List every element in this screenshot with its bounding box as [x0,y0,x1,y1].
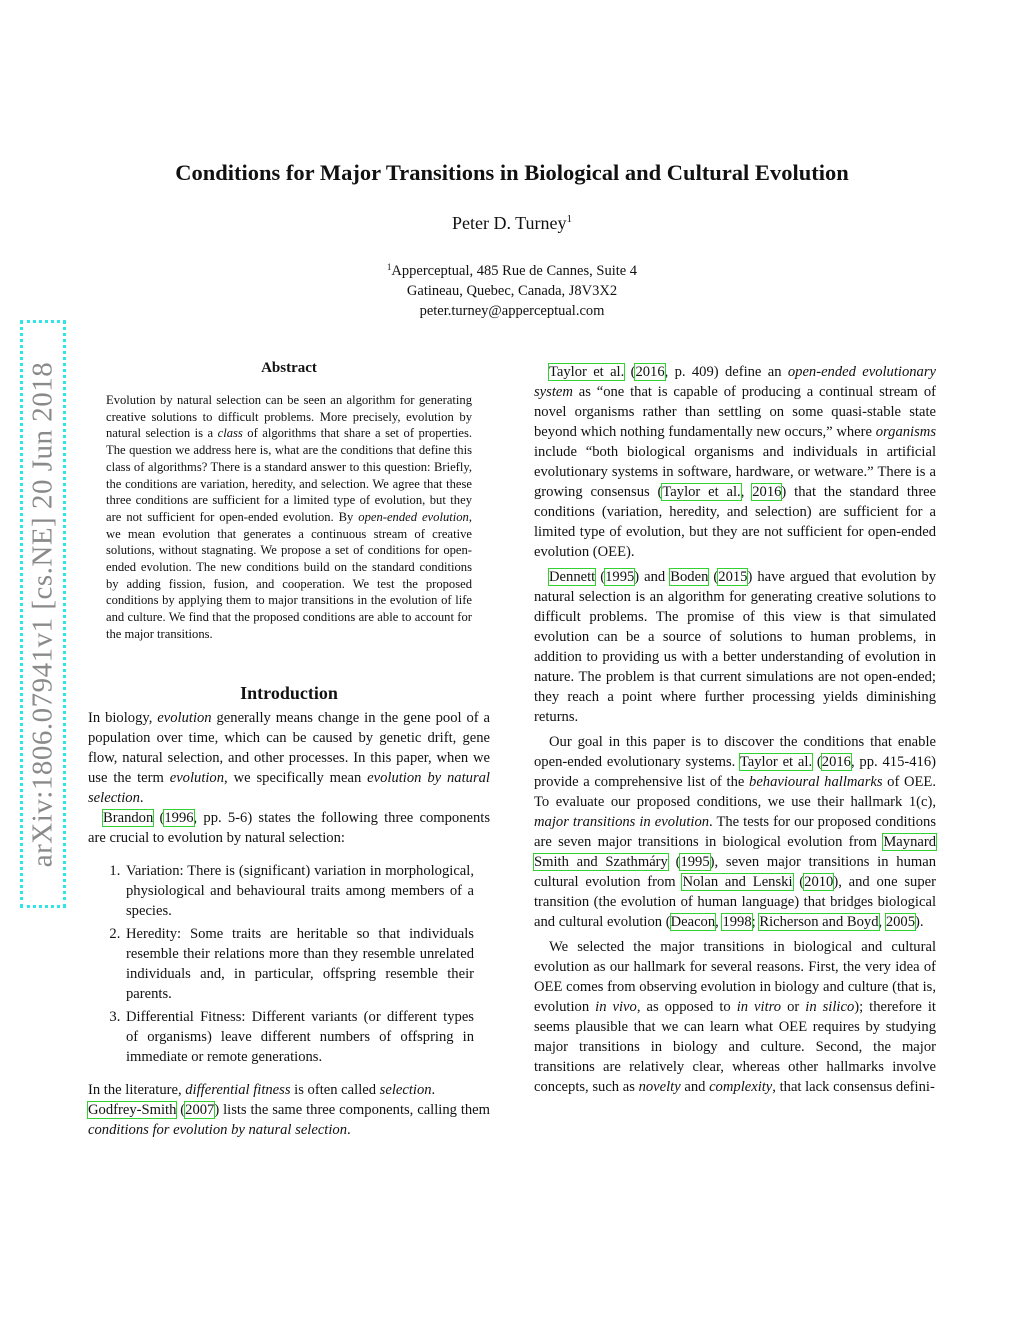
citation-link[interactable]: 2016 [821,754,851,770]
emphasis: differential fitness [185,1081,291,1098]
text-run: , p. 409) define an [664,364,788,380]
text-run: , [878,914,886,930]
list-item: 1. Variation: There is (significant) variation in morphological, physiological and behavioural traits among members of a species. [124,861,474,921]
text-run: ( [153,809,165,826]
citation-link[interactable]: Dennett [549,569,596,585]
author-email[interactable]: peter.turney@apperceptual.com [419,303,605,319]
paper-title: Conditions for Major Transitions in Biological and Cultural Evolution [175,160,849,185]
citation-link[interactable]: Maynard Smith and Szathmáry [534,834,936,870]
text-run: ( [176,1101,186,1118]
text-run: Our goal in this paper is to discover the conditions that enable open-ended evolutionary systems. [534,734,936,770]
abstract-text-run: , we mean evolution that generates a continuous stream of creative solutions, without stagnating. We propose a set of conditions for open-ended evolution. The new conditions build on the standard conditions by adding fission, fusion, and cooperation. We test the proposed conditions by applying them to major transitions in the evolution of life and culture. We find that the proposed conditions are able to account for the major transitions. [106,509,472,641]
citation-link[interactable]: 2007 [185,1101,215,1118]
emphasis: evolution by natural selection [88,769,490,806]
emphasis: evolution [169,769,225,786]
citation-link[interactable]: 2016 [752,484,782,500]
emphasis: open-ended evolutionary system [534,364,937,400]
right-paragraph-1 [534,362,936,562]
intro-paragraph-2 [88,808,490,848]
text-run: generally means change in the gene pool of a population over time, which can be caused by genetic drift, gene flow, natural selection, and other processes. In this paper, when we use the term [88,709,491,786]
text-run: , we specifically mean [224,769,368,786]
text-run: ) and [634,569,671,585]
citation-link[interactable]: 2015 [718,569,748,585]
abstract-text-run: Evolution by natural selection can be seen an algorithm for generating creative solutions to difficult problems. More precisely, evolution by natural selection is a [106,393,472,441]
text-run: or [781,999,806,1015]
list-item: 2. Heredity: Some traits are heritable so that individuals resemble their relations more than they resemble unrelated individuals and, in particular, offspring resemble their parents. [124,924,474,1004]
emphasis: in silico [805,999,855,1015]
citation-link[interactable]: 2010 [804,874,834,890]
citation-link[interactable]: 1996 [164,809,194,826]
citation-link[interactable]: Taylor et al. [739,754,813,770]
text-run: ( [595,569,606,585]
text-run: . [347,1121,351,1138]
text-run: In the literature, [88,1081,186,1098]
text-run: of OEE. To evaluate our proposed conditions, we use their hallmark 1(c), [534,774,936,810]
text-run: , [740,484,753,500]
introduction-heading: Introduction [240,682,338,703]
citation-link[interactable]: 1995 [680,854,710,870]
abstract-heading: Abstract [261,360,317,376]
right-paragraph-3 [534,732,936,932]
text-run: and [680,1079,710,1095]
citation-link[interactable]: Boden [670,569,709,585]
text-run: include “both biological organisms and individuals in artificial evolutionary systems in software, hardware, or wetware.” There is a growing consensus ( [534,444,936,500]
author-affil-marker: 1 [566,213,572,225]
arxiv-identifier-stamp[interactable] [20,320,66,908]
abstract-emphasis: open-ended evolution [358,509,469,524]
right-paragraph-4 [534,937,936,1097]
intro-paragraph-1 [88,708,490,808]
text-run: ) that the standard three conditions (variation, heredity, and selection) are sufficient for a limited type of evolution, but they are not sufficient for open-ended evolution (OEE). [534,484,937,560]
abstract-emphasis: class [217,426,243,441]
citation-link[interactable]: 2016 [635,364,665,380]
text-run: ), and one super transition (the evolution of human language) that bridges biological and cultural evolution ( [534,874,936,930]
abstract-text-run: of algorithms that share a set of properties. The question we address here is, what are the conditions that define this class of algorithms? There is a standard answer to this question: Briefly, the conditions are variation, heredity, and selection. We agree that these three conditions are sufficient for a limited type of evolution, but they are not sufficient for open-ended evolution. By [106,426,473,524]
affiliation-line-2: Gatineau, Quebec, Canada, J8V3X2 [406,283,618,299]
arxiv-identifier-text: arXiv:1806.07941v1 [cs.NE] 20 Jun 2018 [26,361,59,867]
list-item: 3. Differential Fitness: Different variants (or different types of organisms) leave different numbers of offspring in immediate or remote generations. [124,1007,474,1067]
text-run: ( [624,364,636,380]
emphasis: organisms [875,424,936,440]
author-line [0,213,1024,234]
conditions-list [88,861,490,1067]
emphasis: conditions for evolution by natural selection [88,1121,348,1138]
text-run: , that lack consensus defini- [772,1079,935,1095]
text-run: ( [812,754,822,770]
emphasis: novelty [638,1079,681,1095]
text-run: , pp. 5-6) states the following three components are crucial to evolution by natural selection: [88,809,491,846]
citation-link[interactable]: Richerson and Boyd [759,914,879,930]
emphasis: selection [379,1081,432,1098]
emphasis: in vitro [736,999,782,1015]
text-run: ); therefore it seems plausible that we can learn what OEE requires by studying major transitions in biology and culture. Second, the major transitions are relatively clear, whereas other hallmarks involve concepts, such as [534,999,936,1095]
text-run: ). [915,914,924,930]
text-run: is often called [290,1081,380,1098]
text-run: ( [667,854,681,870]
affiliation-address: Apperceptual, 485 Rue de Cannes, Suite 4 [391,263,638,279]
emphasis: major transitions in evolution [534,814,710,830]
abstract-text [106,392,472,643]
citation-link[interactable]: Nolan and Lenski [682,874,793,890]
left-column [88,360,490,1140]
text-run: ; [751,914,760,930]
author-name: Peter D. Turney [451,213,567,233]
text-run: ) lists the same three components, calling them [214,1101,491,1118]
citation-link[interactable]: Deacon [670,914,716,930]
citation-link[interactable]: Godfrey-Smith [88,1101,177,1118]
citation-link[interactable]: 2005 [885,914,915,930]
citation-link[interactable]: 1995 [605,569,635,585]
emphasis: evolution [157,709,212,726]
text-run: ( [708,569,719,585]
text-run: , as opposed to [636,999,737,1015]
right-paragraph-2 [534,567,936,727]
text-run: We selected the major transitions in biological and cultural evolution as our hallmark for several reasons. First, the very idea of OEE comes from observing evolution in biology and culture (that is, evolution [534,939,936,1015]
text-run: . [431,1081,436,1098]
affiliation-block [0,257,1024,321]
citation-link[interactable]: 1998 [722,914,752,930]
citation-link[interactable]: Taylor et al. [662,484,741,500]
citation-link[interactable]: Taylor et al. [549,364,625,380]
text-run: , [715,914,723,930]
affiliation-line-1 [0,257,1024,281]
affiliation-marker: 1 [386,262,392,272]
citation-link[interactable]: Brandon [103,809,154,826]
text-run: ), seven major transitions in human cultural evolution from [534,854,936,890]
text-run: as “one that is capable of producing a continual stream of novel organisms rather than settling on some quasi-stable state beyond which nothing fundamentally new occurs,” where [534,384,936,440]
text-run: In biology, [88,709,158,726]
text-run: ( [792,874,805,890]
text-run: , pp. 415-416) provide a comprehensive list of the [534,754,936,790]
emphasis: behavioural hallmarks [749,774,883,790]
text-run: . [139,789,144,806]
text-run: . The tests for our proposed conditions are seven major transitions in biological evolution from [534,814,936,850]
emphasis: complexity [709,1079,773,1095]
intro-paragraph-3 [88,1080,490,1140]
emphasis: in vivo [595,999,637,1015]
text-run: ) have argued that evolution by natural selection is an algorithm for generating creative solutions to difficult problems. The promise of this view is that simulated evolution can be a source of solutions to human problems, in addition to providing us with a better understanding of evolution in nature. The problem is that current simulations are not open-ended; they reach a point where further processing yields diminishing returns. [534,569,937,725]
right-column [534,362,936,1097]
